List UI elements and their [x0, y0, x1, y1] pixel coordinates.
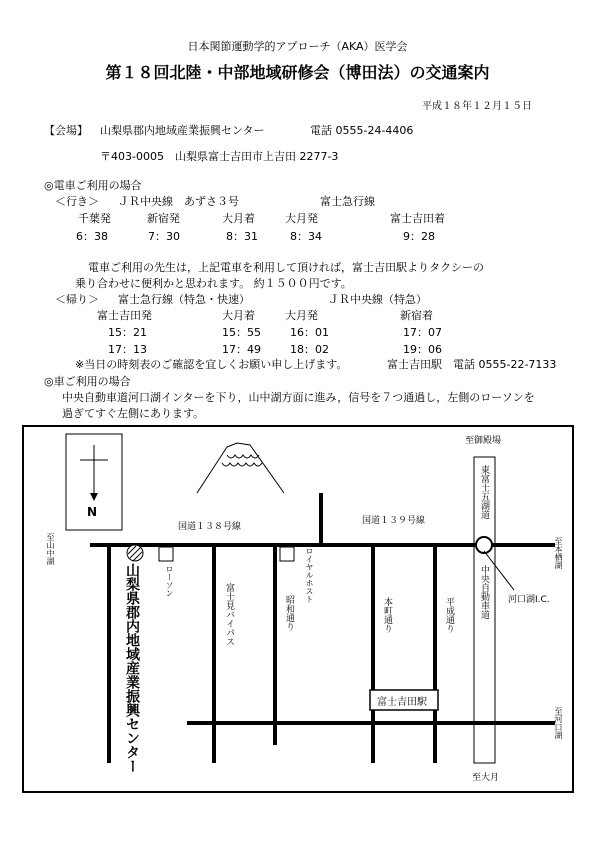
royal-host-label: ロイヤルホスト	[305, 547, 314, 603]
station-label: 富士吉田駅	[377, 697, 427, 708]
return-time: 15：55	[222, 326, 261, 339]
showa-dori-label: 昭和通り	[284, 595, 294, 631]
to-otsuki-label: 至大月	[472, 773, 500, 783]
car-text-2: 過ぎてすぐ左側にあります。	[62, 407, 205, 420]
venue-phone: 電話 0555-24-4406	[310, 124, 414, 137]
to-gotemba-label: 至御殿場	[465, 436, 502, 446]
return-line-jr: ＪＲ中央線（特急）	[328, 293, 427, 306]
car-text-1: 中央自動車道河口湖インターを下り，山中湖方面に進み，信号を７つ通過し，左側のローソンを	[62, 391, 535, 404]
to-yamanakako-label: 至山中湖	[46, 533, 55, 565]
map-drawing	[22, 425, 574, 793]
to-motosuko-label: 至本栖湖	[554, 537, 563, 569]
outbound-time: 9：28	[403, 230, 435, 243]
return-line-fujikyu: 富士急行線（特急・快速）	[118, 293, 250, 306]
return-header: 大月着	[222, 309, 255, 322]
route138-label: 国道１３８号線	[178, 522, 242, 532]
to-kawaguchiko-label: 至河口湖	[554, 707, 563, 739]
chuo-exp-label: 中央自動車道	[479, 565, 489, 619]
return-time: 19：06	[403, 343, 442, 356]
venue-name: 山梨県郡内地域産業振興センター	[100, 124, 265, 137]
return-label: ＜帰り＞	[55, 293, 99, 306]
return-time: 17：07	[403, 326, 442, 339]
ic-label: 河口湖I.C.	[508, 595, 550, 605]
outbound-header: 千葉発	[78, 212, 111, 225]
return-header: 富士吉田発	[97, 309, 152, 322]
venue-label: 【会場】	[44, 124, 88, 137]
train-note-2: 乗り合わせに便利かと思われます。 約１５００円です。	[75, 277, 352, 290]
fujimi-bypass-label: 富士見バイパス	[224, 583, 234, 646]
return-time: 18：02	[290, 343, 329, 356]
lawson-marker	[159, 547, 173, 561]
return-header: 大月発	[285, 309, 318, 322]
return-header: 新宿着	[400, 309, 433, 322]
ic-circle	[476, 537, 492, 553]
outbound-time: 8：34	[290, 230, 322, 243]
north-arrow-head	[90, 493, 98, 501]
north-label: N	[87, 505, 98, 519]
access-map	[22, 425, 574, 793]
mountain-icon	[197, 443, 284, 493]
return-time: 16：01	[290, 326, 329, 339]
outbound-time: 7：30	[148, 230, 180, 243]
station-phone: 富士吉田駅 電話 0555-22-7133	[387, 358, 557, 371]
page-title: 第１８回北陸・中部地域研修会（博田法）の交通案内	[105, 63, 490, 82]
outbound-header: 大月発	[285, 212, 318, 225]
honcho-dori-label: 本町通り	[382, 597, 392, 633]
outbound-time: 6：38	[76, 230, 108, 243]
outbound-header: 新宿発	[147, 212, 180, 225]
outbound-line-fujikyu: 富士急行線	[320, 195, 375, 208]
venue-address: 〒403-0005 山梨県富士吉田市上吉田 2277-3	[100, 150, 339, 163]
outbound-label: ＜行き＞	[55, 195, 99, 208]
royal-host-marker	[280, 547, 294, 561]
venue-vertical-label: 山梨県郡内地域産業振興センター	[124, 563, 140, 773]
return-time: 17：13	[108, 343, 147, 356]
timetable-note: ※当日の時刻表のご確認を宜しくお願い申し上げます。	[75, 358, 348, 371]
train-note-1: 電車ご利用の先生は，上記電車を利用して頂ければ，富士吉田駅よりタクシーの	[88, 261, 484, 274]
train-heading: ◎電車ご利用の場合	[44, 179, 142, 192]
return-time: 15：21	[108, 326, 147, 339]
route139-label: 国道１３９号線	[362, 516, 426, 526]
outbound-header: 大月着	[222, 212, 255, 225]
org-name: 日本関節運動学的アプローチ（AKA）医学会	[187, 40, 408, 53]
outbound-time: 8：31	[226, 230, 258, 243]
lawson-label: ローソン	[165, 565, 174, 597]
higashi-fuji-label: 東富士五湖道	[479, 465, 489, 519]
outbound-line-jr: ＪＲ中央線 あずさ３号	[118, 195, 239, 208]
return-time: 17：49	[222, 343, 261, 356]
heisei-dori-label: 平成通り	[444, 597, 454, 633]
outbound-header: 富士吉田着	[390, 212, 445, 225]
car-heading: ◎車ご利用の場合	[44, 375, 131, 388]
issue-date: 平成１８年１２月１５日	[422, 101, 532, 112]
